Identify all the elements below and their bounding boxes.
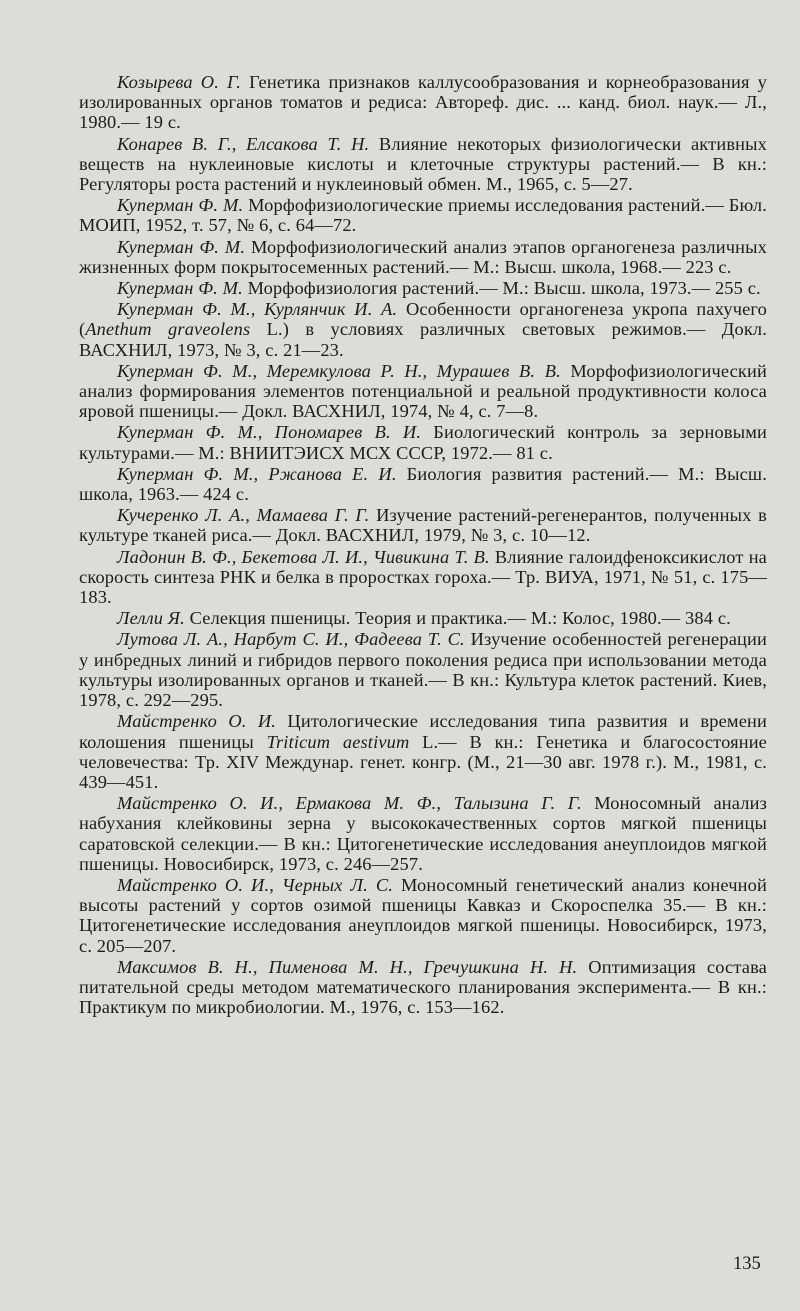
reference-authors: Куперман Ф. М.	[117, 278, 243, 299]
reference-authors: Майстренко О. И.	[117, 711, 277, 732]
reference-entry	[79, 608, 767, 628]
reference-latin-name: Triticum aestivum	[266, 731, 410, 752]
reference-text: Влияние некоторых физиологически активных веществ на нуклеиновые кислоты и клеточные структуры растений.— В кн.: Регуляторы роста растений и нуклеиновый обмен. М., 1965, с. 5—27.	[79, 133, 768, 195]
reference-text-continued: L.) в условиях различных световых режимов.— Докл. ВАСХНИЛ, 1973, № 3, с. 21—23.	[79, 319, 767, 360]
reference-text: Изучение особенностей регенерации у инбредных линий и гибридов первого поколения редиса при использовании метода культуры изолированных органов и тканей.— В кн.: Культура клеток растений. Киев, 1978, с. 292—295.	[79, 629, 767, 711]
reference-entry	[79, 793, 767, 874]
reference-entry	[79, 237, 767, 277]
reference-entry	[79, 957, 767, 1018]
reference-authors: Майстренко О. И., Ермакова М. Ф., Талызина Г. Г.	[117, 793, 582, 814]
reference-text: Особенности органогенеза укропа пахучего (	[79, 299, 767, 340]
reference-authors: Козырева О. Г.	[117, 72, 242, 92]
reference-text: Морфофизиологический анализ формирования элементов потенциальной и реальной продуктивности колоса яровой пшеницы.— Докл. ВАСХНИЛ, 1974, № 4, с. 7—8.	[79, 360, 767, 422]
reference-authors: Куперман Ф. М.	[117, 236, 246, 257]
reference-entry	[79, 464, 767, 504]
reference-authors: Куперман Ф. М., Ржанова Е. И.	[117, 463, 397, 484]
reference-text: Морфофизиология растений.— М.: Высш. школа, 1973.— 255 с.	[242, 278, 761, 299]
reference-text: Оптимизация состава питательной среды методом математического планирования эксперимента.— В кн.: Практикум по микробиологии. М., 1976, с. 153—162.	[79, 956, 767, 1018]
reference-text: Генетика признаков каллусообразования и корнеобразования у изолированных органов томатов и редиса: Автореф. дис. ... канд. биол. наук.— Л., 1980.— 19 с.	[79, 72, 767, 133]
reference-text: Биология развития растений.— М.: Высш. школа, 1963.— 424 с.	[79, 463, 767, 505]
reference-entry	[79, 629, 767, 710]
reference-authors: Лелли Я.	[117, 608, 185, 629]
reference-authors: Кучеренко Л. А., Мамаева Г. Г.	[117, 505, 370, 526]
reference-authors: Ладонин В. Ф., Бекетова Л. И., Чивикина Т. В.	[117, 546, 490, 567]
reference-entry	[79, 134, 767, 195]
reference-text: Моносомный генетический анализ конечной высоты растений у сортов озимой пшеницы Кавказ и Скороспелка 35.— В кн.: Цитогенетические исследования анеуплоидов мягкой пшеницы. Новосибирск, 1973, с. 205—207.	[79, 874, 767, 956]
reference-list	[79, 72, 767, 1018]
reference-authors: Майстренко О. И., Черных Л. С.	[117, 874, 394, 895]
reference-entry	[79, 361, 767, 422]
page-number: 135	[733, 1254, 761, 1274]
reference-text: Морфофизиологический анализ этапов органогенеза различных жизненных форм покрытосеменных растений.— М.: Высш. школа, 1968.— 223 с.	[79, 236, 767, 277]
reference-entry	[79, 711, 767, 792]
reference-entry	[79, 505, 767, 545]
reference-text-continued: L.— В кн.: Генетика и благосостояние человечества: Тр. XIV Междунар. генет. конгр. (М., 21—30 авг. 1978 г.). М., 1981, с. 439—451.	[79, 731, 767, 792]
reference-text: Биологический контроль за зерновыми культурами.— М.: ВНИИТЭИСХ МСХ СССР, 1972.— 81 с.	[79, 422, 767, 463]
reference-authors: Куперман Ф. М.	[117, 195, 244, 216]
reference-entry	[79, 278, 767, 298]
reference-authors: Куперман Ф. М., Курлянчик И. А.	[117, 299, 398, 320]
reference-text: Влияние галоидфеноксикислот на скорость синтеза РНК и белка в проростках гороха.— Тр. ВИУА, 1971, № 51, с. 175—183.	[79, 546, 767, 608]
reference-text: Моносомный анализ набухания клейковины зерна у высококачественных сортов мягкой пшеницы саратовской селекции.— В кн.: Цитогенетические исследования анеуплоидов мягкой пшеницы. Новосибирск, 1973, с. 246—257.	[79, 793, 768, 874]
reference-authors: Лутова Л. А., Нарбут С. И., Фадеева Т. С.	[117, 629, 465, 650]
reference-authors: Куперман Ф. М., Пономарев В. И.	[117, 422, 422, 443]
reference-text: Селекция пшеницы. Теория и практика.— М.: Колос, 1980.— 384 с.	[184, 608, 731, 629]
reference-text: Морфофизиологические приемы исследования растений.— Бюл. МОИП, 1952, т. 57, № 6, с. 64—72.	[79, 195, 767, 236]
reference-entry	[79, 422, 767, 462]
reference-authors: Максимов В. Н., Пименова М. Н., Гречушкина Н. Н.	[117, 956, 578, 977]
reference-text: Цитологические исследования типа развития и времени колошения пшеницы	[79, 711, 767, 752]
reference-entry	[79, 72, 767, 133]
reference-entry	[79, 195, 767, 235]
reference-authors: Конарев В. Г., Елсакова Т. Н.	[117, 133, 370, 154]
reference-authors: Куперман Ф. М., Меремкулова Р. Н., Мурашев В. В.	[117, 360, 561, 381]
reference-entry	[79, 547, 767, 608]
reference-entry	[79, 299, 767, 360]
reference-latin-name: Anethum graveolens	[85, 319, 251, 340]
reference-entry	[79, 875, 767, 956]
reference-text: Изучение растений-регенерантов, полученных в культуре тканей риса.— Докл. ВАСХНИЛ, 1979, № 3, с. 10—12.	[79, 505, 767, 546]
